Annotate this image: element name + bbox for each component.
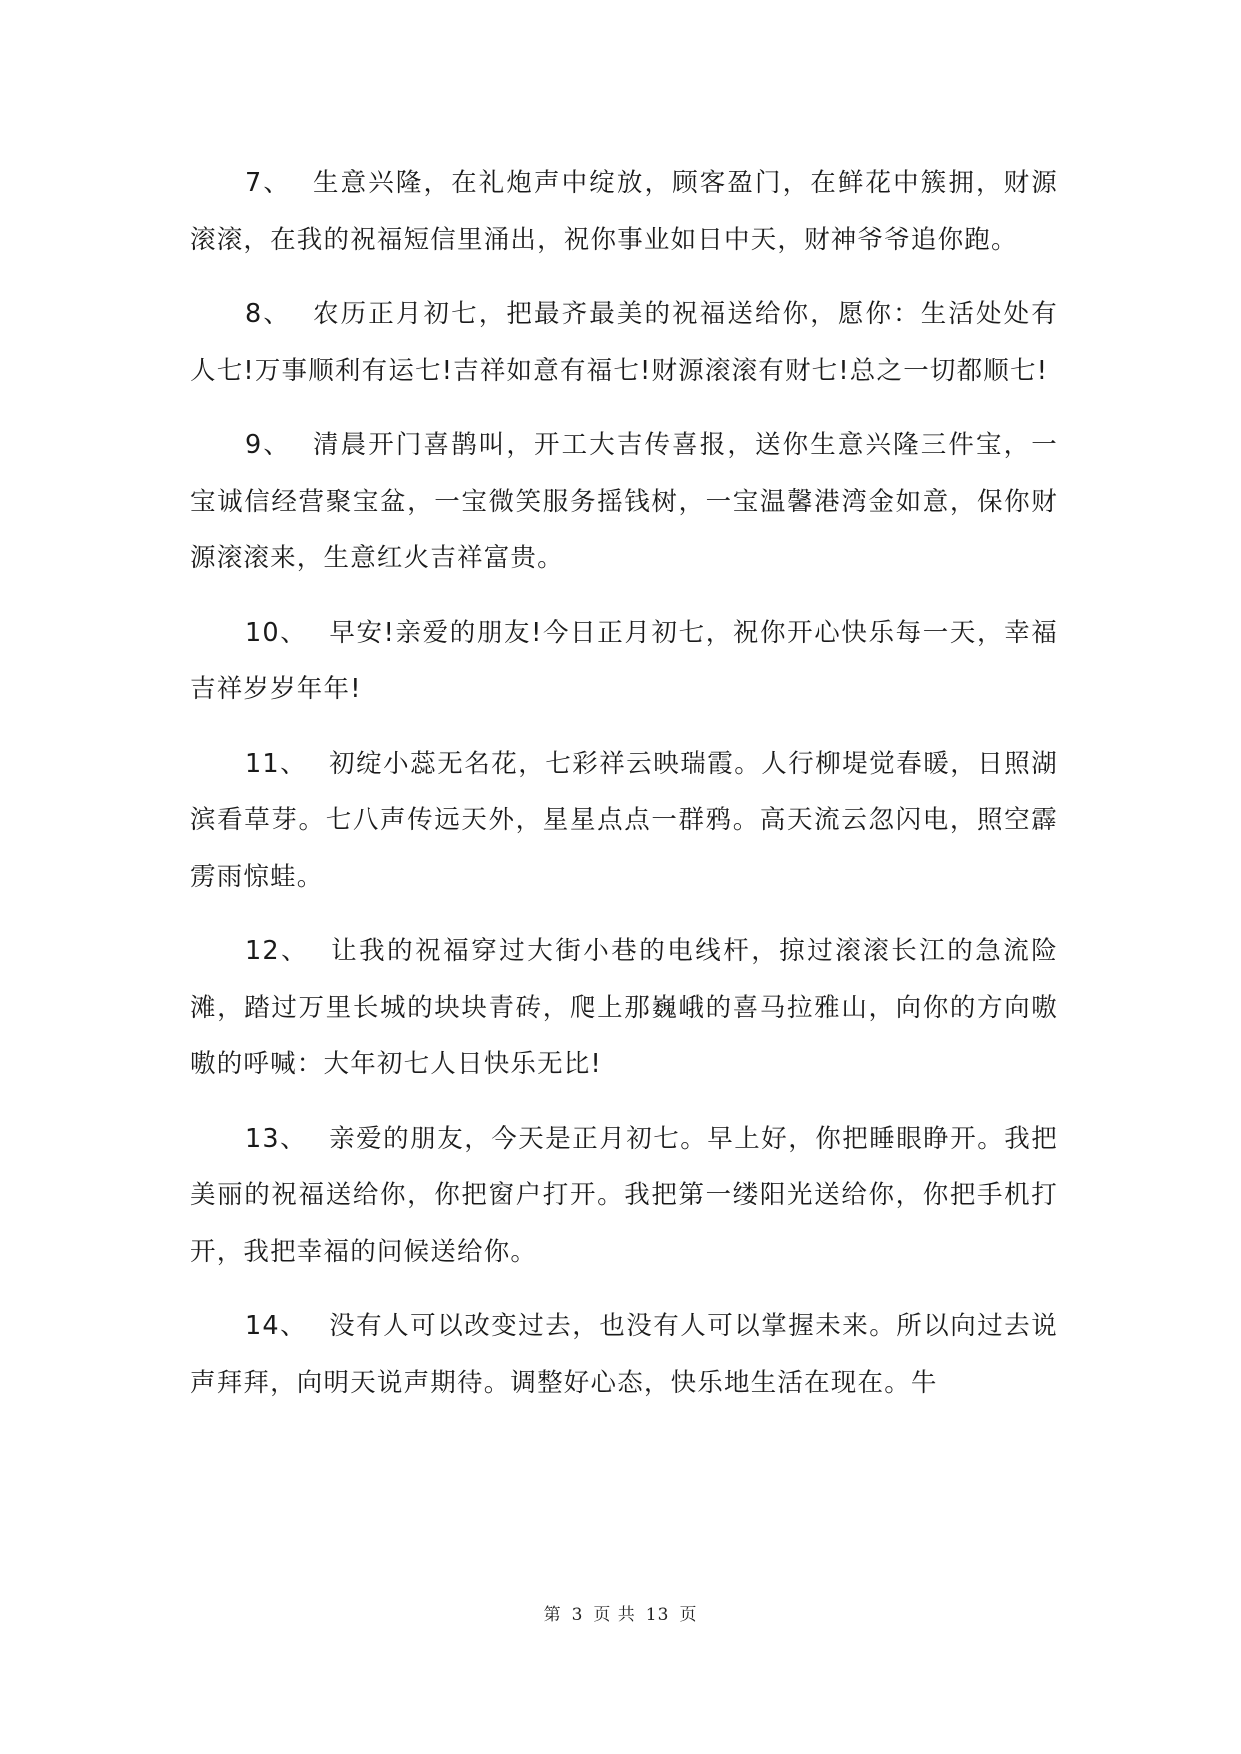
list-item [190,1298,1058,1411]
list-item [190,1111,1058,1281]
footer-total-pages: 13 [645,1605,670,1625]
list-item [190,605,1058,718]
footer-mid: 页 共 [593,1605,636,1625]
item-text: 亲爱的朋友，今天是正月初七。早上好，你把睡眼睁开。我把美丽的祝福送给你，你把窗户打开。我把第一缕阳光送给你，你把手机打开，我把幸福的问候送给你。 [190,1123,1058,1267]
item-number: 13、 [245,1123,308,1154]
item-number: 8、 [245,299,291,329]
item-number: 9、 [245,430,291,460]
list-item [190,155,1058,268]
item-text: 没有人可以改变过去，也没有人可以掌握未来。所以向过去说声拜拜，向明天说声期待。调整好心态，快乐地生活在现在。牛 [190,1311,1058,1398]
item-text: 清晨开门喜鹊叫，开工大吉传喜报，送你生意兴隆三件宝，一宝诚信经营聚宝盆，一宝微笑服务摇钱树，一宝温馨港湾金如意，保你财源滚滚来，生意红火吉祥富贵。 [190,430,1058,573]
page-footer [0,1600,1241,1625]
item-text: 早安!亲爱的朋友!今日正月初七，祝你开心快乐每一天，幸福吉祥岁岁年年! [190,617,1058,704]
item-text: 初绽小蕊无名花，七彩祥云映瑞霞。人行柳堤觉春暖，日照湖滨看草芽。七八声传远天外，星星点点一群鸦。高天流云忽闪电，照空霹雳雨惊蛙。 [190,748,1058,892]
item-text: 农历正月初七，把最齐最美的祝福送给你，愿你：生活处处有人七!万事顺利有运七!吉祥如意有福七!财源滚滚有财七!总之一切都顺七! [190,299,1058,386]
document-body [190,155,1058,1429]
item-text: 让我的祝福穿过大街小巷的电线杆，掠过滚滚长江的急流险滩，踏过万里长城的块块青砖，爬上那巍峨的喜马拉雅山，向你的方向嗷嗷的呼喊：大年初七人日快乐无比! [190,936,1058,1079]
item-number: 14、 [245,1311,308,1341]
list-item [190,417,1058,587]
item-number: 10、 [245,617,308,648]
list-item [190,923,1058,1093]
item-number: 7、 [245,168,291,198]
footer-prefix: 第 [543,1605,562,1625]
footer-page-number: 3 [571,1605,584,1625]
item-number: 11、 [245,748,308,779]
footer-suffix: 页 [679,1605,698,1625]
item-text: 生意兴隆，在礼炮声中绽放，顾客盈门，在鲜花中簇拥，财源滚滚，在我的祝福短信里涌出，祝你事业如日中天，财神爷爷追你跑。 [190,168,1058,255]
list-item [190,286,1058,399]
item-number: 12、 [245,936,310,966]
list-item [190,736,1058,906]
